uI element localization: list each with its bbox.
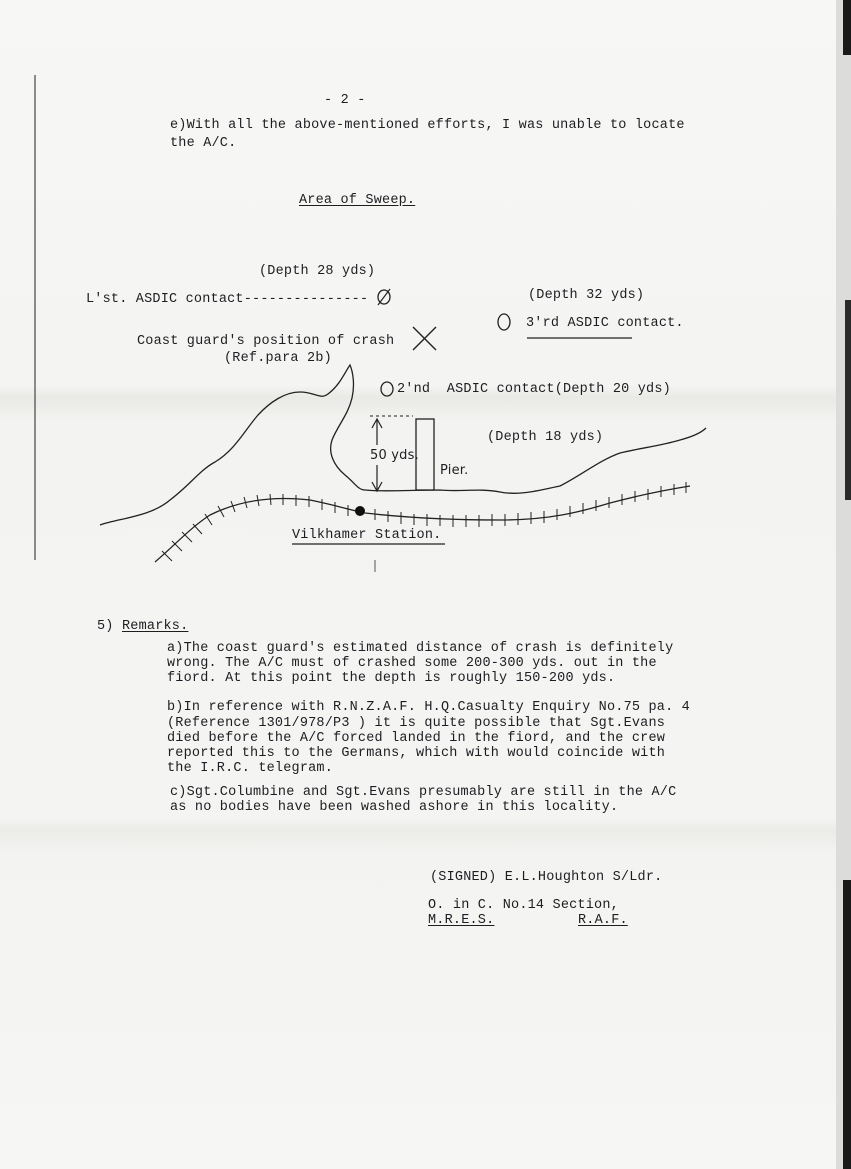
intro-line-2: the A/C.: [170, 136, 237, 151]
remark-c-line-1: c)Sgt.Columbine and Sgt.Evans presumably are still in the A/C: [170, 785, 677, 800]
ref-para-label: (Ref.para 2b): [224, 351, 332, 366]
distance-label: 50 yds.: [370, 448, 419, 463]
remark-a-line-2: wrong. The A/C must of crashed some 200-300 yds. out in the: [167, 656, 657, 671]
page-number: - 2 -: [324, 93, 366, 108]
pier-label: Pier.: [440, 463, 469, 478]
first-contact-marker: [378, 289, 390, 305]
signed-line: (SIGNED) E.L.Houghton S/Ldr.: [430, 870, 663, 885]
sketch-title: Area of Sweep.: [299, 193, 416, 208]
second-contact-marker: [381, 382, 393, 396]
unit-left: M.R.E.S.: [428, 913, 495, 928]
station-marker: [355, 506, 365, 516]
first-contact-label: L'st. ASDIC contact---------------: [86, 292, 369, 307]
remark-b-line-5: the I.R.C. telegram.: [167, 761, 334, 776]
depth-first-contact: (Depth 28 yds): [259, 264, 376, 279]
intro-line-1: e)With all the above-mentioned efforts, I was unable to locate: [170, 118, 685, 133]
third-contact-label: 3'rd ASDIC contact.: [526, 316, 684, 331]
remarks-number: 5): [97, 619, 114, 634]
remark-a-line-3: fiord. At this point the depth is roughly 150-200 yds.: [167, 671, 616, 686]
remark-b-line-1: b)In reference with R.N.Z.A.F. H.Q.Casualty Enquiry No.75 pa. 4: [167, 700, 690, 715]
remark-c-line-2: as no bodies have been washed ashore in this locality.: [170, 800, 619, 815]
third-contact-marker: [498, 314, 510, 330]
station-label: Vilkhamer Station.: [292, 528, 442, 543]
depth-pier: (Depth 18 yds): [487, 430, 604, 445]
crash-position-marker: [413, 327, 436, 350]
office-line: O. in C. No.14 Section,: [428, 898, 619, 913]
railway-ties: [162, 482, 686, 561]
remark-b-line-3: died before the A/C forced landed in the fiord, and the crew: [167, 731, 666, 746]
railway-line: [155, 486, 690, 562]
second-contact-label: 2'nd ASDIC contact(Depth 20 yds): [397, 382, 671, 397]
unit-right: R.A.F.: [578, 913, 628, 928]
coast-guard-label: Coast guard's position of crash: [137, 334, 395, 349]
remark-b-line-4: reported this to the Germans, which with would coincide with: [167, 746, 666, 761]
remarks-heading: Remarks.: [122, 619, 189, 634]
depth-third-contact: (Depth 32 yds): [528, 288, 645, 303]
remark-b-line-2: (Reference 1301/978/P3 ) it is quite possible that Sgt.Evans: [167, 716, 666, 731]
remark-a-line-1: a)The coast guard's estimated distance of crash is definitely: [167, 641, 674, 656]
